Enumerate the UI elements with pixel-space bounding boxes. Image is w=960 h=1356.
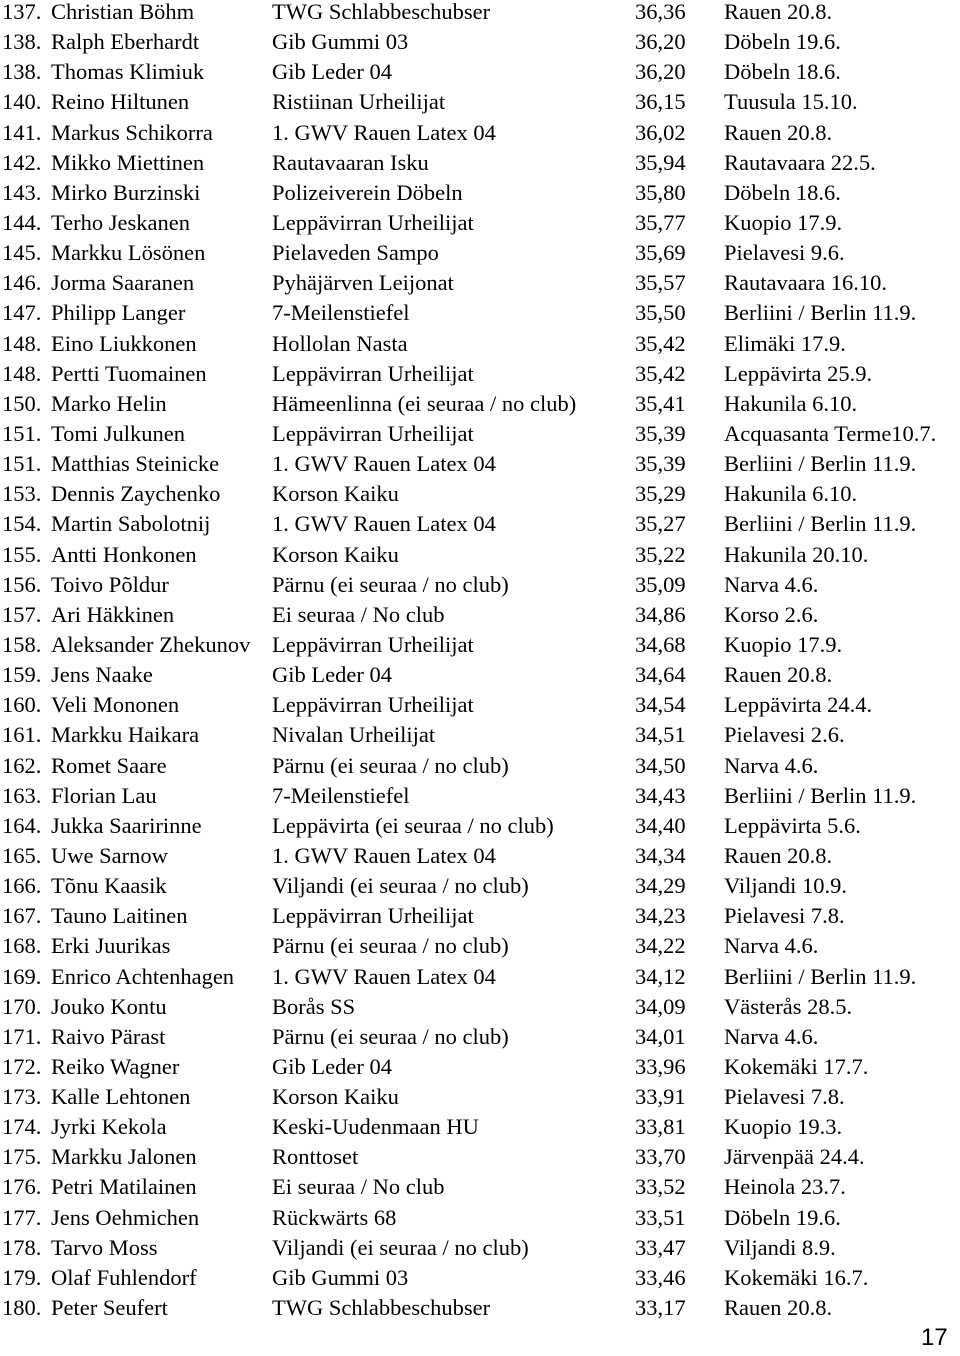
club-name: Pielaveden Sampo [272, 240, 439, 266]
athlete-name: Jyrki Kekola [51, 1114, 167, 1140]
athlete-name: Jens Naake [51, 662, 153, 688]
result-rank: 158. [2, 631, 42, 657]
club-name: Viljandi (ei seuraa / no club) [272, 873, 529, 899]
club-name: Ristiinan Urheilijat [272, 89, 446, 115]
venue-date: Viljandi 8.9. [724, 1234, 836, 1260]
club-name: Rückwärts 68 [272, 1204, 397, 1230]
result-value: 36,15 [635, 89, 686, 115]
club-name: Pyhäjärven Leijonat [272, 270, 454, 296]
result-value: 34,51 [635, 722, 686, 748]
club-name: 7-Meilenstiefel [272, 782, 410, 808]
result-rank: 137. [2, 0, 42, 24]
result-rank: 164. [2, 812, 42, 838]
athlete-name: Erki Juurikas [51, 933, 171, 959]
result-value: 36,20 [635, 29, 686, 55]
club-name: Ronttoset [272, 1144, 359, 1170]
result-row [0, 392, 960, 422]
venue-date: Kuopio 17.9. [724, 209, 843, 235]
club-name: Ei seuraa / No club [272, 1174, 445, 1200]
result-rank: 176. [2, 1174, 42, 1200]
result-row [0, 151, 960, 181]
result-row [0, 543, 960, 573]
venue-date: Pielavesi 2.6. [724, 722, 845, 748]
athlete-name: Christian Böhm [51, 0, 195, 24]
venue-date: Berliini / Berlin 11.9. [724, 451, 917, 477]
result-value: 35,57 [635, 270, 686, 296]
athlete-name: Ari Häkkinen [51, 601, 175, 627]
result-rank: 162. [2, 752, 42, 778]
result-rank: 142. [2, 149, 42, 175]
result-value: 34,01 [635, 1023, 686, 1049]
result-value: 35,41 [635, 390, 686, 416]
venue-date: Järvenpää 24.4. [724, 1144, 865, 1170]
athlete-name: Mirko Burzinski [51, 179, 201, 205]
result-row [0, 241, 960, 271]
club-name: Rautavaaran Isku [272, 149, 429, 175]
club-name: Pärnu (ei seuraa / no club) [272, 1023, 509, 1049]
result-row [0, 934, 960, 964]
club-name: TWG Schlabbeschubser [272, 0, 491, 24]
athlete-name: Matthias Steinicke [51, 451, 220, 477]
club-name: Korson Kaiku [272, 1084, 399, 1110]
venue-date: Narva 4.6. [724, 933, 819, 959]
result-row [0, 211, 960, 241]
athlete-name: Petri Matilainen [51, 1174, 197, 1200]
result-rank: 163. [2, 782, 42, 808]
result-rank: 151. [2, 451, 42, 477]
venue-date: Leppävirta 25.9. [724, 360, 873, 386]
venue-date: Leppävirta 5.6. [724, 812, 861, 838]
athlete-name: Eino Liukkonen [51, 330, 197, 356]
result-value: 33,46 [635, 1264, 686, 1290]
club-name: 1. GWV Rauen Latex 04 [272, 511, 496, 537]
venue-date: Döbeln 18.6. [724, 179, 841, 205]
athlete-name: Veli Mononen [51, 692, 180, 718]
result-rank: 143. [2, 179, 42, 205]
result-rank: 140. [2, 89, 42, 115]
club-name: Keski-Uudenmaan HU [272, 1114, 479, 1140]
venue-date: Berliini / Berlin 11.9. [724, 782, 917, 808]
club-name: Korson Kaiku [272, 481, 399, 507]
result-value: 33,17 [635, 1295, 686, 1321]
result-rank: 169. [2, 963, 42, 989]
result-rank: 174. [2, 1114, 42, 1140]
venue-date: Narva 4.6. [724, 1023, 819, 1049]
result-row [0, 332, 960, 362]
athlete-name: Peter Seufert [51, 1295, 168, 1321]
club-name: 7-Meilenstiefel [272, 300, 410, 326]
result-value: 35,39 [635, 420, 686, 446]
athlete-name: Florian Lau [51, 782, 157, 808]
club-name: Leppävirran Urheilijat [272, 360, 474, 386]
result-value: 33,52 [635, 1174, 686, 1200]
club-name: Viljandi (ei seuraa / no club) [272, 1234, 529, 1260]
result-row [0, 573, 960, 603]
club-name: Leppävirran Urheilijat [272, 209, 474, 235]
result-row [0, 1296, 960, 1326]
result-rank: 148. [2, 360, 42, 386]
result-row [0, 0, 960, 30]
result-row [0, 904, 960, 934]
result-row [0, 1206, 960, 1236]
result-value: 34,22 [635, 933, 686, 959]
result-rank: 166. [2, 873, 42, 899]
result-row [0, 603, 960, 633]
venue-date: Rauen 20.8. [724, 119, 833, 145]
club-name: Ei seuraa / No club [272, 601, 445, 627]
result-rank: 148. [2, 330, 42, 356]
result-row [0, 874, 960, 904]
result-value: 35,50 [635, 300, 686, 326]
athlete-name: Terho Jeskanen [51, 209, 190, 235]
result-value: 33,81 [635, 1114, 686, 1140]
athlete-name: Philipp Langer [51, 300, 186, 326]
athlete-name: Markku Haikara [51, 722, 200, 748]
venue-date: Hakunila 6.10. [724, 481, 858, 507]
athlete-name: Olaf Fuhlendorf [51, 1264, 197, 1290]
venue-date: Berliini / Berlin 11.9. [724, 300, 917, 326]
result-row [0, 301, 960, 331]
athlete-name: Aleksander Zhekunov [51, 631, 251, 657]
result-value: 34,43 [635, 782, 686, 808]
venue-date: Rauen 20.8. [724, 842, 833, 868]
club-name: Polizeiverein Döbeln [272, 179, 463, 205]
result-rank: 160. [2, 692, 42, 718]
venue-date: Elimäki 17.9. [724, 330, 846, 356]
result-rank: 156. [2, 571, 42, 597]
athlete-name: Marko Helin [51, 390, 167, 416]
club-name: Leppävirran Urheilijat [272, 692, 474, 718]
athlete-name: Romet Saare [51, 752, 167, 778]
result-rank: 147. [2, 300, 42, 326]
result-row [0, 1236, 960, 1266]
athlete-name: Pertti Tuomainen [51, 360, 207, 386]
result-row [0, 633, 960, 663]
result-row [0, 1145, 960, 1175]
club-name: Gib Gummi 03 [272, 29, 409, 55]
venue-date: Kokemäki 16.7. [724, 1264, 869, 1290]
club-name: 1. GWV Rauen Latex 04 [272, 963, 496, 989]
athlete-name: Tomi Julkunen [51, 420, 186, 446]
athlete-name: Jens Oehmichen [51, 1204, 200, 1230]
result-value: 35,22 [635, 541, 686, 567]
result-value: 34,12 [635, 963, 686, 989]
result-row [0, 814, 960, 844]
result-rank: 141. [2, 119, 42, 145]
venue-date: Viljandi 10.9. [724, 873, 848, 899]
result-row [0, 693, 960, 723]
athlete-name: Markku Lösönen [51, 240, 206, 266]
result-value: 34,54 [635, 692, 686, 718]
athlete-name: Dennis Zaychenko [51, 481, 221, 507]
result-value: 36,20 [635, 59, 686, 85]
result-row [0, 1175, 960, 1205]
club-name: Hämeenlinna (ei seuraa / no club) [272, 390, 577, 416]
result-value: 34,50 [635, 752, 686, 778]
venue-date: Hakunila 20.10. [724, 541, 869, 567]
venue-date: Döbeln 18.6. [724, 59, 841, 85]
result-rank: 179. [2, 1264, 42, 1290]
athlete-name: Jukka Saaririnne [51, 812, 202, 838]
result-row [0, 181, 960, 211]
club-name: Leppävirran Urheilijat [272, 420, 474, 446]
club-name: Leppävirta (ei seuraa / no club) [272, 812, 554, 838]
athlete-name: Jouko Kontu [51, 993, 167, 1019]
page-number: 17 [921, 1324, 948, 1351]
result-rank: 161. [2, 722, 42, 748]
result-value: 33,47 [635, 1234, 686, 1260]
venue-date: Kuopio 19.3. [724, 1114, 843, 1140]
result-row [0, 482, 960, 512]
result-rank: 157. [2, 601, 42, 627]
result-rank: 171. [2, 1023, 42, 1049]
result-row [0, 121, 960, 151]
result-rank: 175. [2, 1144, 42, 1170]
result-value: 35,29 [635, 481, 686, 507]
club-name: Gib Leder 04 [272, 59, 392, 85]
venue-date: Narva 4.6. [724, 752, 819, 778]
venue-date: Rauen 20.8. [724, 1295, 833, 1321]
club-name: Korson Kaiku [272, 541, 399, 567]
result-rank: 178. [2, 1234, 42, 1260]
venue-date: Västerås 28.5. [724, 993, 853, 1019]
result-value: 34,86 [635, 601, 686, 627]
club-name: 1. GWV Rauen Latex 04 [272, 842, 496, 868]
result-row [0, 1115, 960, 1145]
result-rank: 138. [2, 59, 42, 85]
club-name: Hollolan Nasta [272, 330, 408, 356]
result-rank: 173. [2, 1084, 42, 1110]
result-row [0, 422, 960, 452]
athlete-name: Tauno Laitinen [51, 903, 188, 929]
result-value: 35,42 [635, 360, 686, 386]
result-rank: 151. [2, 420, 42, 446]
result-rank: 145. [2, 240, 42, 266]
venue-date: Rautavaara 22.5. [724, 149, 876, 175]
result-row [0, 663, 960, 693]
athlete-name: Raivo Pärast [51, 1023, 166, 1049]
venue-date: Korso 2.6. [724, 601, 819, 627]
venue-date: Rauen 20.8. [724, 662, 833, 688]
result-rank: 172. [2, 1053, 42, 1079]
result-value: 33,70 [635, 1144, 686, 1170]
result-value: 35,94 [635, 149, 686, 175]
result-rank: 138. [2, 29, 42, 55]
club-name: 1. GWV Rauen Latex 04 [272, 119, 496, 145]
result-value: 34,68 [635, 631, 686, 657]
venue-date: Berliini / Berlin 11.9. [724, 963, 917, 989]
venue-date: Berliini / Berlin 11.9. [724, 511, 917, 537]
result-value: 36,02 [635, 119, 686, 145]
result-rank: 144. [2, 209, 42, 235]
result-row [0, 754, 960, 784]
athlete-name: Kalle Lehtonen [51, 1084, 191, 1110]
venue-date: Rauen 20.8. [724, 0, 833, 24]
result-value: 34,34 [635, 842, 686, 868]
result-row [0, 452, 960, 482]
venue-date: Tuusula 15.10. [724, 89, 858, 115]
result-rank: 165. [2, 842, 42, 868]
club-name: Leppävirran Urheilijat [272, 903, 474, 929]
result-value: 34,40 [635, 812, 686, 838]
result-value: 34,23 [635, 903, 686, 929]
athlete-name: Antti Honkonen [51, 541, 197, 567]
result-rank: 159. [2, 662, 42, 688]
venue-date: Kuopio 17.9. [724, 631, 843, 657]
venue-date: Kokemäki 17.7. [724, 1053, 869, 1079]
venue-date: Hakunila 6.10. [724, 390, 858, 416]
venue-date: Döbeln 19.6. [724, 29, 841, 55]
result-row [0, 1266, 960, 1296]
athlete-name: Uwe Sarnow [51, 842, 168, 868]
result-row [0, 60, 960, 90]
athlete-name: Markus Schikorra [51, 119, 213, 145]
club-name: Gib Gummi 03 [272, 1264, 409, 1290]
result-rank: 180. [2, 1295, 42, 1321]
club-name: Leppävirran Urheilijat [272, 631, 474, 657]
result-row [0, 90, 960, 120]
result-rank: 170. [2, 993, 42, 1019]
athlete-name: Martin Sabolotnij [51, 511, 211, 537]
club-name: Pärnu (ei seuraa / no club) [272, 571, 509, 597]
athlete-name: Reino Hiltunen [51, 89, 190, 115]
result-rank: 155. [2, 541, 42, 567]
result-value: 36,36 [635, 0, 686, 24]
athlete-name: Reiko Wagner [51, 1053, 180, 1079]
club-name: Pärnu (ei seuraa / no club) [272, 933, 509, 959]
venue-date: Acquasanta Terme10.7. [724, 420, 937, 446]
athlete-name: Mikko Miettinen [51, 149, 205, 175]
venue-date: Pielavesi 7.8. [724, 1084, 845, 1110]
result-rank: 154. [2, 511, 42, 537]
result-value: 35,69 [635, 240, 686, 266]
athlete-name: Markku Jalonen [51, 1144, 197, 1170]
result-row [0, 30, 960, 60]
result-value: 35,77 [635, 209, 686, 235]
result-value: 34,64 [635, 662, 686, 688]
result-row [0, 844, 960, 874]
result-row [0, 965, 960, 995]
result-value: 35,80 [635, 179, 686, 205]
result-value: 33,96 [635, 1053, 686, 1079]
athlete-name: Jorma Saaranen [51, 270, 195, 296]
result-rank: 167. [2, 903, 42, 929]
result-row [0, 995, 960, 1025]
venue-date: Pielavesi 7.8. [724, 903, 845, 929]
venue-date: Pielavesi 9.6. [724, 240, 845, 266]
result-value: 35,42 [635, 330, 686, 356]
athlete-name: Tarvo Moss [51, 1234, 158, 1260]
club-name: Gib Leder 04 [272, 1053, 392, 1079]
result-row [0, 1055, 960, 1085]
result-row [0, 512, 960, 542]
club-name: Nivalan Urheilijat [272, 722, 436, 748]
club-name: Gib Leder 04 [272, 662, 392, 688]
result-row [0, 1085, 960, 1115]
athlete-name: Enrico Achtenhagen [51, 963, 235, 989]
result-value: 33,91 [635, 1084, 686, 1110]
result-value: 34,09 [635, 993, 686, 1019]
club-name: TWG Schlabbeschubser [272, 1295, 491, 1321]
result-row [0, 362, 960, 392]
result-rank: 150. [2, 390, 42, 416]
result-row [0, 271, 960, 301]
result-rank: 146. [2, 270, 42, 296]
athlete-name: Ralph Eberhardt [51, 29, 200, 55]
result-row [0, 723, 960, 753]
result-row [0, 784, 960, 814]
club-name: 1. GWV Rauen Latex 04 [272, 451, 496, 477]
result-rank: 153. [2, 481, 42, 507]
result-rank: 168. [2, 933, 42, 959]
athlete-name: Toivo Põldur [51, 571, 169, 597]
venue-date: Narva 4.6. [724, 571, 819, 597]
result-value: 35,09 [635, 571, 686, 597]
venue-date: Leppävirta 24.4. [724, 692, 873, 718]
venue-date: Rautavaara 16.10. [724, 270, 888, 296]
athlete-name: Thomas Klimiuk [51, 59, 205, 85]
result-row [0, 1025, 960, 1055]
result-rank: 177. [2, 1204, 42, 1230]
athlete-name: Tõnu Kaasik [51, 873, 167, 899]
club-name: Pärnu (ei seuraa / no club) [272, 752, 509, 778]
venue-date: Döbeln 19.6. [724, 1204, 841, 1230]
result-value: 33,51 [635, 1204, 686, 1230]
result-value: 35,27 [635, 511, 686, 537]
venue-date: Heinola 23.7. [724, 1174, 846, 1200]
result-value: 35,39 [635, 451, 686, 477]
result-value: 34,29 [635, 873, 686, 899]
club-name: Borås SS [272, 993, 356, 1019]
